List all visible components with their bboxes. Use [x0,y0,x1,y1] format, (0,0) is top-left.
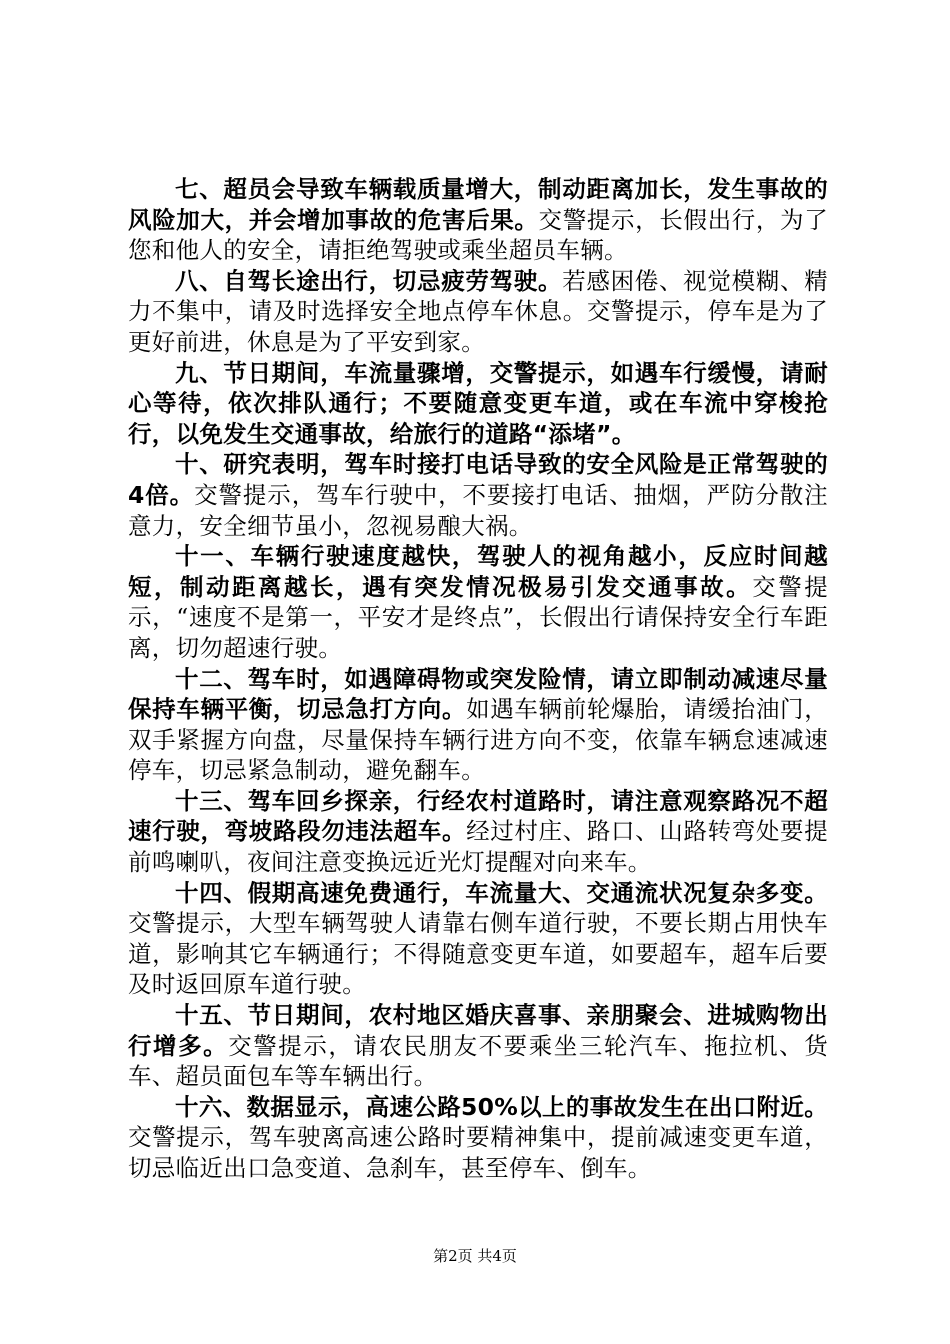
paragraph-lead: 十三、驾车回乡探亲，行经农村道路时，请注意观察路况不超速行驶，弯坡路段勿违法超车。 [128,786,828,846]
paragraph-8 [128,266,828,358]
paragraph-text: 交警提示，驾车驶离高速公路时要精神集中，提前减速变更车道，切忌临近出口急变道、急刹车，甚至停车、倒车。 [128,1123,828,1182]
document-body [128,174,828,1184]
paragraph-lead: 十六、数据显示，高速公路50%以上的事故发生在出口附近。 [175,1092,828,1121]
paragraph-lead: 八、自驾长途出行，切忌疲劳驾驶。 [175,266,563,295]
paragraph-11 [128,541,828,663]
page-number: 第2页 共4页 [433,1247,517,1265]
paragraph-text: 交警提示，请农民朋友不要乘坐三轮汽车、拖拉机、货车、超员面包车等车辆出行。 [128,1031,829,1091]
paragraph-text: 交警提示，“速度不是第一，平安才是终点”，长假出行请保持安全行车距离，切勿超速行驶。 [128,572,829,662]
paragraph-text: 交警提示，大型车辆驾驶人请靠右侧车道行驶，不要长期占用快车道，影响其它车辆通行；不得随意变更车道，如要超车，超车后要及时返回原车道行驶。 [128,909,828,999]
paragraph-14 [128,878,828,1000]
paragraph-lead: 九、节日期间，车流量骤增，交警提示，如遇车行缓慢，请耐心等待，依次排队通行；不要随意变更车道，或在车流中穿梭抢行，以免发生交通事故，给旅行的道路“添堵”。 [128,358,828,448]
paragraph-7 [128,174,828,266]
paragraph-9 [128,358,828,450]
paragraph-lead: 十五、节日期间，农村地区婚庆喜事、亲朋聚会、进城购物出行增多。 [128,1001,828,1060]
paragraph-16 [128,1092,828,1184]
paragraph-text: 交警提示，驾车行驶中，不要接打电话、抽烟，严防分散注意力，安全细节虽小，忽视易酿大祸。 [128,480,828,540]
paragraph-12 [128,664,828,786]
paragraph-text: 交警提示，长假出行，为了您和他人的安全，请拒绝驾驶或乘坐超员车辆。 [128,205,828,265]
paragraph-15 [128,1000,828,1092]
paragraph-text: 若感困倦、视觉模糊、精力不集中，请及时选择安全地点停车休息。交警提示，停车是为了更好前进，休息是为了平安到家。 [128,266,828,356]
paragraph-lead: 十二、驾车时，如遇障碍物或突发险情，请立即制动减速尽量保持车辆平衡，切忌急打方向。 [128,664,828,724]
paragraph-13 [128,786,828,878]
paragraph-lead: 十四、假期高速免费通行，车流量大、交通流状况复杂多变。 [175,878,828,907]
paragraph-10 [128,449,828,541]
paragraph-lead: 十一、车辆行驶速度越快，驾驶人的视角越小，反应时间越短，制动距离越长，遇有突发情况极易引发交通事故。 [128,542,828,601]
page-footer [0,1245,950,1266]
paragraph-lead: 七、超员会导致车辆载质量增大，制动距离加长，发生事故的风险加大，并会增加事故的危害后果。 [128,175,828,234]
paragraph-text: 如遇车辆前轮爆胎，请缓抬油门，双手紧握方向盘，尽量保持车辆行进方向不变，依靠车辆怠速减速停车，切忌紧急制动，避免翻车。 [128,695,829,785]
paragraph-lead: 十、研究表明，驾车时接打电话导致的安全风险是正常驾驶的4倍。 [128,450,828,509]
paragraph-text: 经过村庄、路口、山路转弯处要提前鸣喇叭，夜间注意变换远近光灯提醒对向来车。 [128,817,829,877]
